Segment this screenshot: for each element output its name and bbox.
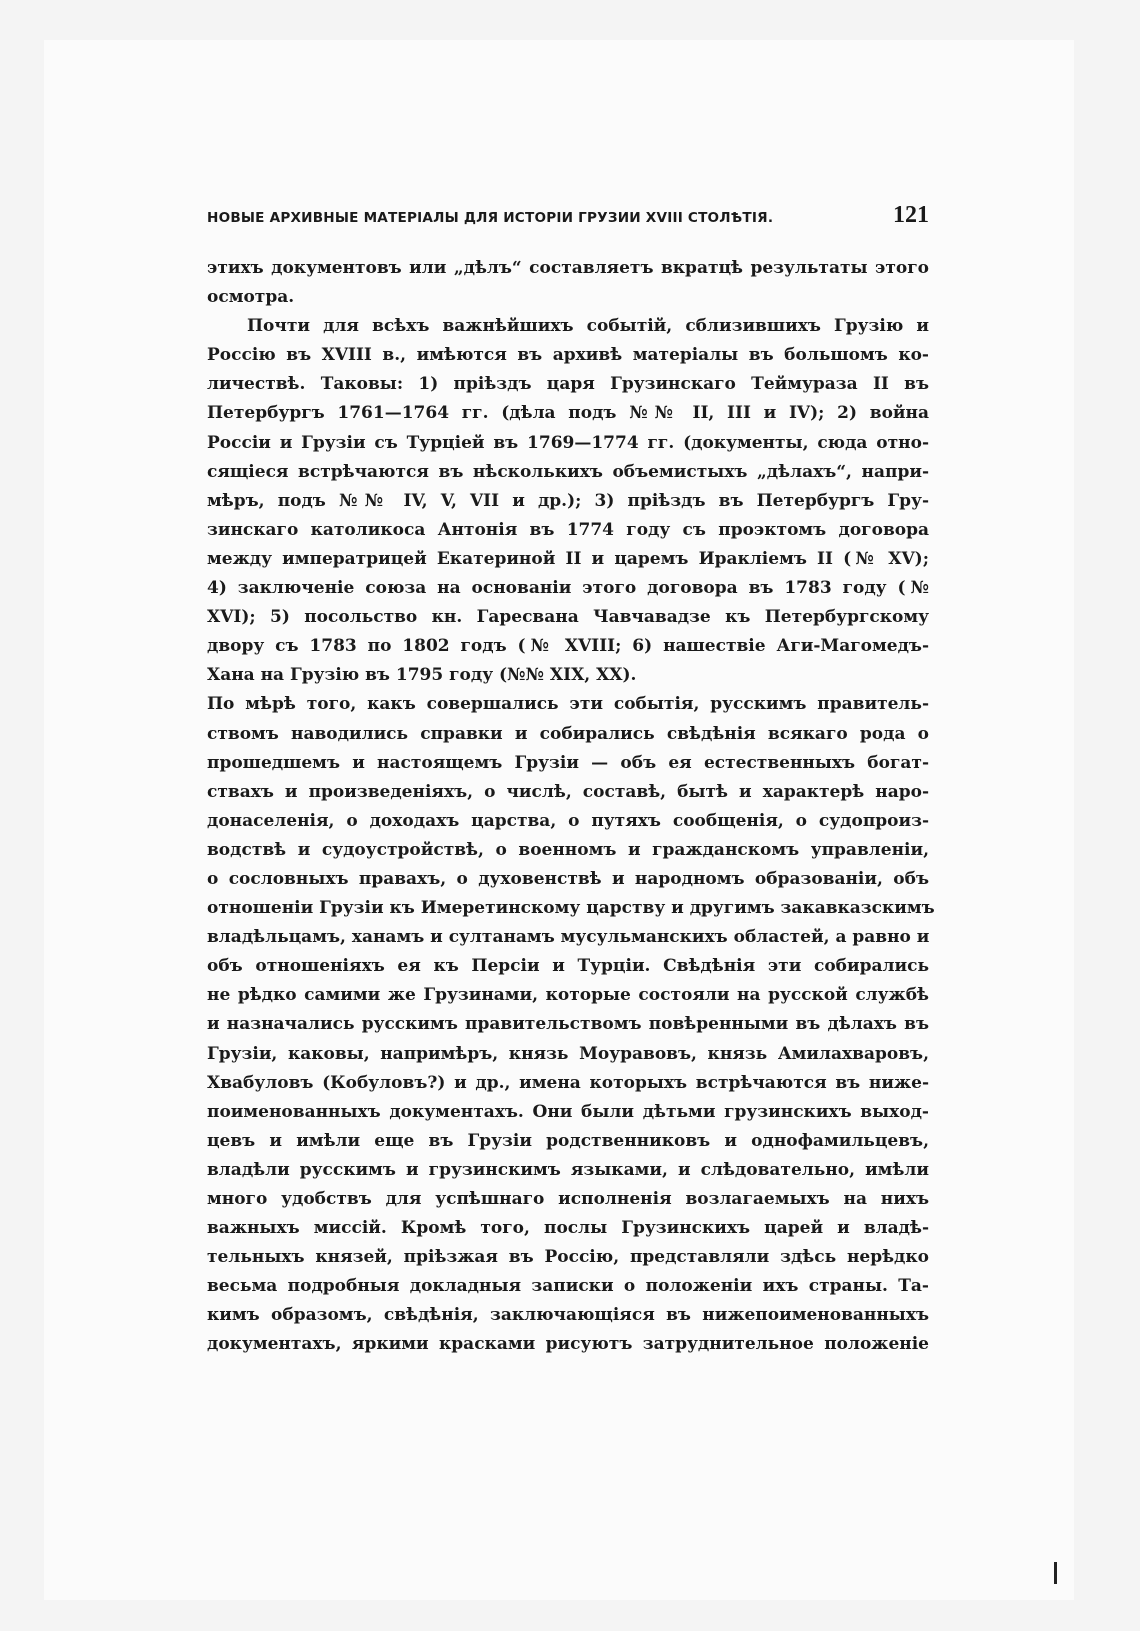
text-line: кимъ образомъ, свѣдѣнія, заключающіяся въ нижепоименованныхъ — [207, 1305, 929, 1326]
text-line: Почти для всѣхъ важнѣйшихъ событій, сблизившихъ Грузію и — [247, 316, 929, 337]
running-title: НОВЫЕ АРХИВНЫЕ МАТЕРІАЛЫ ДЛЯ ИСТОРІИ ГРУЗИИ XVIII СТОЛѢТІЯ. — [207, 210, 774, 226]
text-line: весьма подробныя докладныя записки о положеніи ихъ страны. Та- — [207, 1276, 929, 1297]
text-line: этихъ документовъ или „дѣлъ“ составляетъ вкратцѣ результаты этого — [207, 258, 929, 278]
text-line: личествѣ. Таковы: 1) пріѣздъ царя Грузинскаго Теймураза II въ — [207, 374, 929, 395]
text-line: много удобствъ для успѣшнаго исполненія возлагаемыхъ на нихъ — [207, 1189, 929, 1209]
text-line: Грузіи, каковы, напримѣръ, князь Моуравовъ, князь Амилахваровъ, — [207, 1043, 929, 1064]
text-line: прошедшемъ и настоящемъ Грузіи — объ ея естественныхъ богат- — [207, 752, 929, 773]
page-number: 121 — [893, 202, 929, 228]
text-line: Хвабуловъ (Кобуловъ?) и др., имена которыхъ встрѣчаются въ ниже- — [207, 1072, 929, 1093]
text-line: водствѣ и судоустройствѣ, о военномъ и гражданскомъ управленіи, — [207, 839, 929, 860]
text-line: XVI); 5) посольство кн. Гаресвана Чавчавадзе къ Петербургскому — [207, 607, 929, 628]
text-line: владѣльцамъ, ханамъ и султанамъ мусульманскихъ областей, а равно и — [207, 927, 930, 948]
text-line: о сословныхъ правахъ, о духовенствѣ и народномъ образованіи, объ — [207, 868, 929, 889]
text-line: ствомъ наводились справки и собирались свѣдѣнія всякаго рода о — [207, 723, 929, 744]
text-line: поименованныхъ документахъ. Они были дѣтьми грузинскихъ выход- — [207, 1101, 929, 1122]
text-line: По мѣрѣ того, какъ совершались эти событія, русскимъ правитель- — [207, 694, 929, 715]
text-line: не рѣдко самими же Грузинами, которые состояли на русской службѣ — [207, 985, 929, 1006]
text-line: объ отношеніяхъ ея къ Персіи и Турціи. Свѣдѣнія эти собирались — [207, 956, 929, 977]
text-line: важныхъ миссій. Кромѣ того, послы Грузинскихъ царей и владѣ- — [207, 1218, 929, 1239]
text-line: 4) заключеніе союза на основаніи этого договора въ 1783 году (№ — [207, 578, 929, 599]
text-line: Хана на Грузію въ 1795 году (№№ XIX, XX). — [207, 665, 637, 686]
text-line: осмотра. — [207, 287, 295, 308]
text-line: мѣръ, подъ №№ IV, V, VII и др.); 3) пріѣздъ въ Петербургъ Гру- — [207, 490, 929, 511]
text-line: между императрицей Екатериной II и царемъ Ираклiемъ II (№ XV); — [207, 548, 929, 569]
body-text — [207, 254, 935, 1360]
text-line: ствахъ и произведеніяхъ, о числѣ, составѣ, бытѣ и характерѣ наро- — [207, 781, 929, 802]
text-line: цевъ и имѣли еще въ Грузіи родственниковъ и однофамильцевъ, — [207, 1130, 929, 1151]
text-line: двору съ 1783 по 1802 годъ (№ XVIII; 6) нашествіе Аги-Магомедъ- — [207, 636, 929, 657]
text-line: Россію въ XVIII в., имѣются въ архивѣ матеріалы въ большомъ ко- — [207, 345, 929, 366]
text-line: сящіеся встрѣчаются въ нѣсколькихъ объемистыхъ „дѣлахъ“, напри- — [207, 461, 929, 482]
text-line: Петербургъ 1761—1764 гг. (дѣла подъ №№ II, III и IV); 2) война — [207, 403, 929, 424]
text-line: отношеніи Грузіи къ Имеретинскому царству и другимъ закавказскимъ — [207, 898, 935, 919]
text-line: и назначались русскимъ правительствомъ повѣренными въ дѣлахъ въ — [207, 1014, 929, 1035]
text-line: зинскаго католикоса Антонія въ 1774 году съ проэктомъ договора — [207, 519, 929, 540]
text-line: владѣли русскимъ и грузинскимъ языками, и слѣдовательно, имѣли — [207, 1159, 929, 1180]
text-line: документахъ, яркими красками рисуютъ затруднительное положеніе — [207, 1334, 929, 1355]
text-line: Россіи и Грузіи съ Турціей въ 1769—1774 гг. (документы, сюда отно- — [207, 432, 929, 453]
scan-margin-mark — [1054, 1562, 1057, 1584]
text-line: тельныхъ князей, пріѣзжая въ Россію, представляли здѣсь нерѣдко — [207, 1247, 929, 1268]
text-line: донаселенія, о доходахъ царства, о путяхъ сообщенія, о судопроиз- — [207, 810, 929, 831]
page-header — [207, 202, 929, 234]
